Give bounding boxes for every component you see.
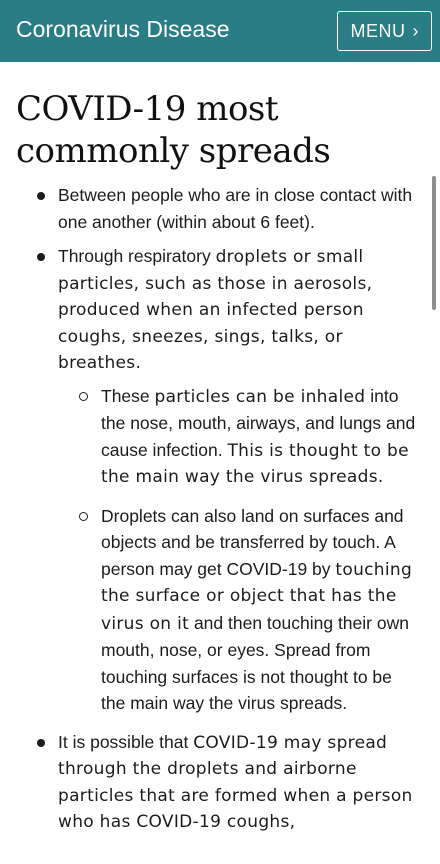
list-item-text: Droplets can also land on surfaces and objects and be transferred by touch. A person may get COVID-19 by bbox=[101, 505, 404, 579]
list-item-text: and then touching their own mouth, nose, or eyes. Spread from touching surfaces is not thought to be the main way the virus spreads. bbox=[101, 612, 409, 713]
main-content bbox=[0, 88, 440, 836]
emphasis-text: droplets or small particles, such as those in aerosols, produced when an infected person coughs, sneezes, sings, talks, or breathes. bbox=[58, 247, 373, 373]
page-title: COVID-19 most commonly spreads bbox=[16, 89, 331, 171]
emphasis-text: COVID-19 may spread through the droplets and airborne particles that are formed when a person who has COVID-19 coughs, bbox=[58, 732, 413, 832]
sub-list-item bbox=[58, 383, 418, 491]
list-item-text: into the nose, mouth, airways, and lungs and cause infection. bbox=[101, 385, 416, 460]
emphasis-text: particles can be inhaled bbox=[154, 386, 366, 407]
sub-list bbox=[58, 383, 418, 717]
list-item-text: Through respiratory bbox=[58, 246, 216, 266]
emphasis-text: This is thought to be the main way the virus spreads. bbox=[101, 440, 409, 487]
site-title[interactable]: Coronavirus Disease bbox=[16, 15, 230, 42]
sub-list-item bbox=[58, 503, 418, 717]
emphasis-text: touching the surface or object that has the virus on it bbox=[101, 559, 413, 634]
spread-list bbox=[16, 182, 418, 836]
list-item-text: It is possible that bbox=[58, 731, 194, 752]
list-item-text: Between people who are in close contact with one another (within about 6 feet). bbox=[58, 185, 413, 232]
list-item bbox=[16, 243, 418, 717]
menu-button-label: MENU bbox=[350, 20, 406, 41]
list-item bbox=[16, 729, 418, 836]
menu-button[interactable] bbox=[337, 11, 433, 51]
site-header bbox=[0, 0, 440, 62]
scrollbar[interactable] bbox=[432, 176, 436, 310]
chevron-right-icon: › bbox=[412, 21, 419, 41]
list-item-text: These bbox=[101, 385, 155, 406]
list-item bbox=[16, 182, 418, 235]
